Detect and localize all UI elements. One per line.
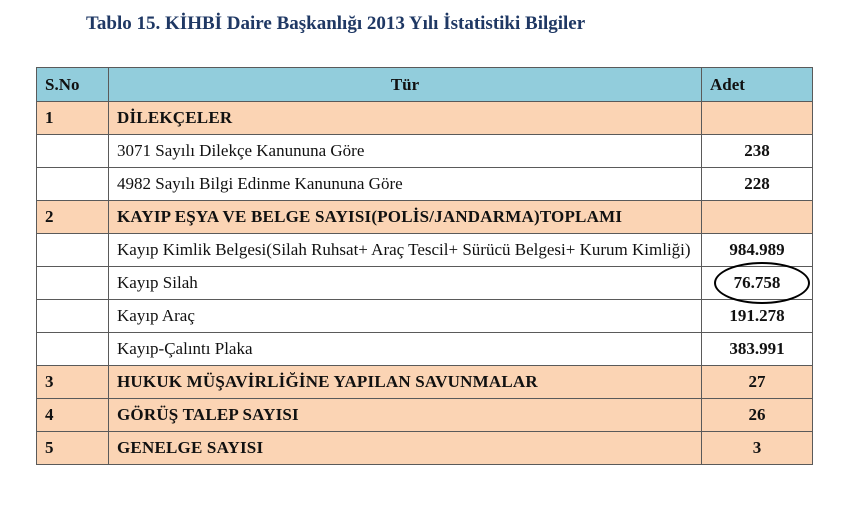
row-sno: 2	[37, 201, 109, 234]
circled-value-text: 76.758	[733, 273, 781, 292]
row-sno	[37, 135, 109, 168]
row-tur: Kayıp Silah	[109, 267, 702, 300]
table-row	[37, 432, 813, 465]
table-row	[37, 399, 813, 432]
row-adet	[702, 201, 813, 234]
header-sno: S.No	[37, 68, 109, 102]
row-sno: 1	[37, 102, 109, 135]
row-tur: GENELGE SAYISI	[109, 432, 702, 465]
row-tur: Kayıp Kimlik Belgesi(Silah Ruhsat+ Araç Tescil+ Sürücü Belgesi+ Kurum Kimliği)	[109, 234, 702, 267]
row-sno: 5	[37, 432, 109, 465]
table-row	[37, 366, 813, 399]
row-sno: 3	[37, 366, 109, 399]
table-row	[37, 201, 813, 234]
table-row	[37, 300, 813, 333]
row-tur: GÖRÜŞ TALEP SAYISI	[109, 399, 702, 432]
row-adet: 984.989	[702, 234, 813, 267]
row-tur: KAYIP EŞYA VE BELGE SAYISI(POLİS/JANDARMA)TOPLAMI	[109, 201, 702, 234]
row-tur: Kayıp Araç	[109, 300, 702, 333]
row-adet: 26	[702, 399, 813, 432]
row-sno	[37, 267, 109, 300]
table-row	[37, 135, 813, 168]
row-tur: HUKUK MÜŞAVİRLİĞİNE YAPILAN SAVUNMALAR	[109, 366, 702, 399]
row-tur: 3071 Sayılı Dilekçe Kanununa Göre	[109, 135, 702, 168]
row-adet: 228	[702, 168, 813, 201]
row-tur: 4982 Sayılı Bilgi Edinme Kanununa Göre	[109, 168, 702, 201]
table-header-row	[37, 68, 813, 102]
row-adet	[702, 102, 813, 135]
header-tur: Tür	[109, 68, 702, 102]
table-row	[37, 102, 813, 135]
table-row	[37, 267, 813, 300]
header-adet: Adet	[702, 68, 813, 102]
row-sno	[37, 234, 109, 267]
table-row	[37, 168, 813, 201]
table-title: Tablo 15. KİHBİ Daire Başkanlığı 2013 Yılı İstatistiki Bilgiler	[86, 13, 586, 34]
table-row	[37, 234, 813, 267]
row-sno	[37, 168, 109, 201]
row-sno: 4	[37, 399, 109, 432]
row-tur: DİLEKÇELER	[109, 102, 702, 135]
row-adet: 383.991	[702, 333, 813, 366]
row-adet: 27	[702, 366, 813, 399]
row-adet: 238	[702, 135, 813, 168]
row-sno	[37, 333, 109, 366]
table-row	[37, 333, 813, 366]
row-sno	[37, 300, 109, 333]
circled-value	[734, 271, 781, 295]
row-adet: 191.278	[702, 300, 813, 333]
row-adet-circled	[702, 267, 813, 300]
statistics-table	[36, 67, 813, 465]
row-adet: 3	[702, 432, 813, 465]
row-tur: Kayıp-Çalıntı Plaka	[109, 333, 702, 366]
